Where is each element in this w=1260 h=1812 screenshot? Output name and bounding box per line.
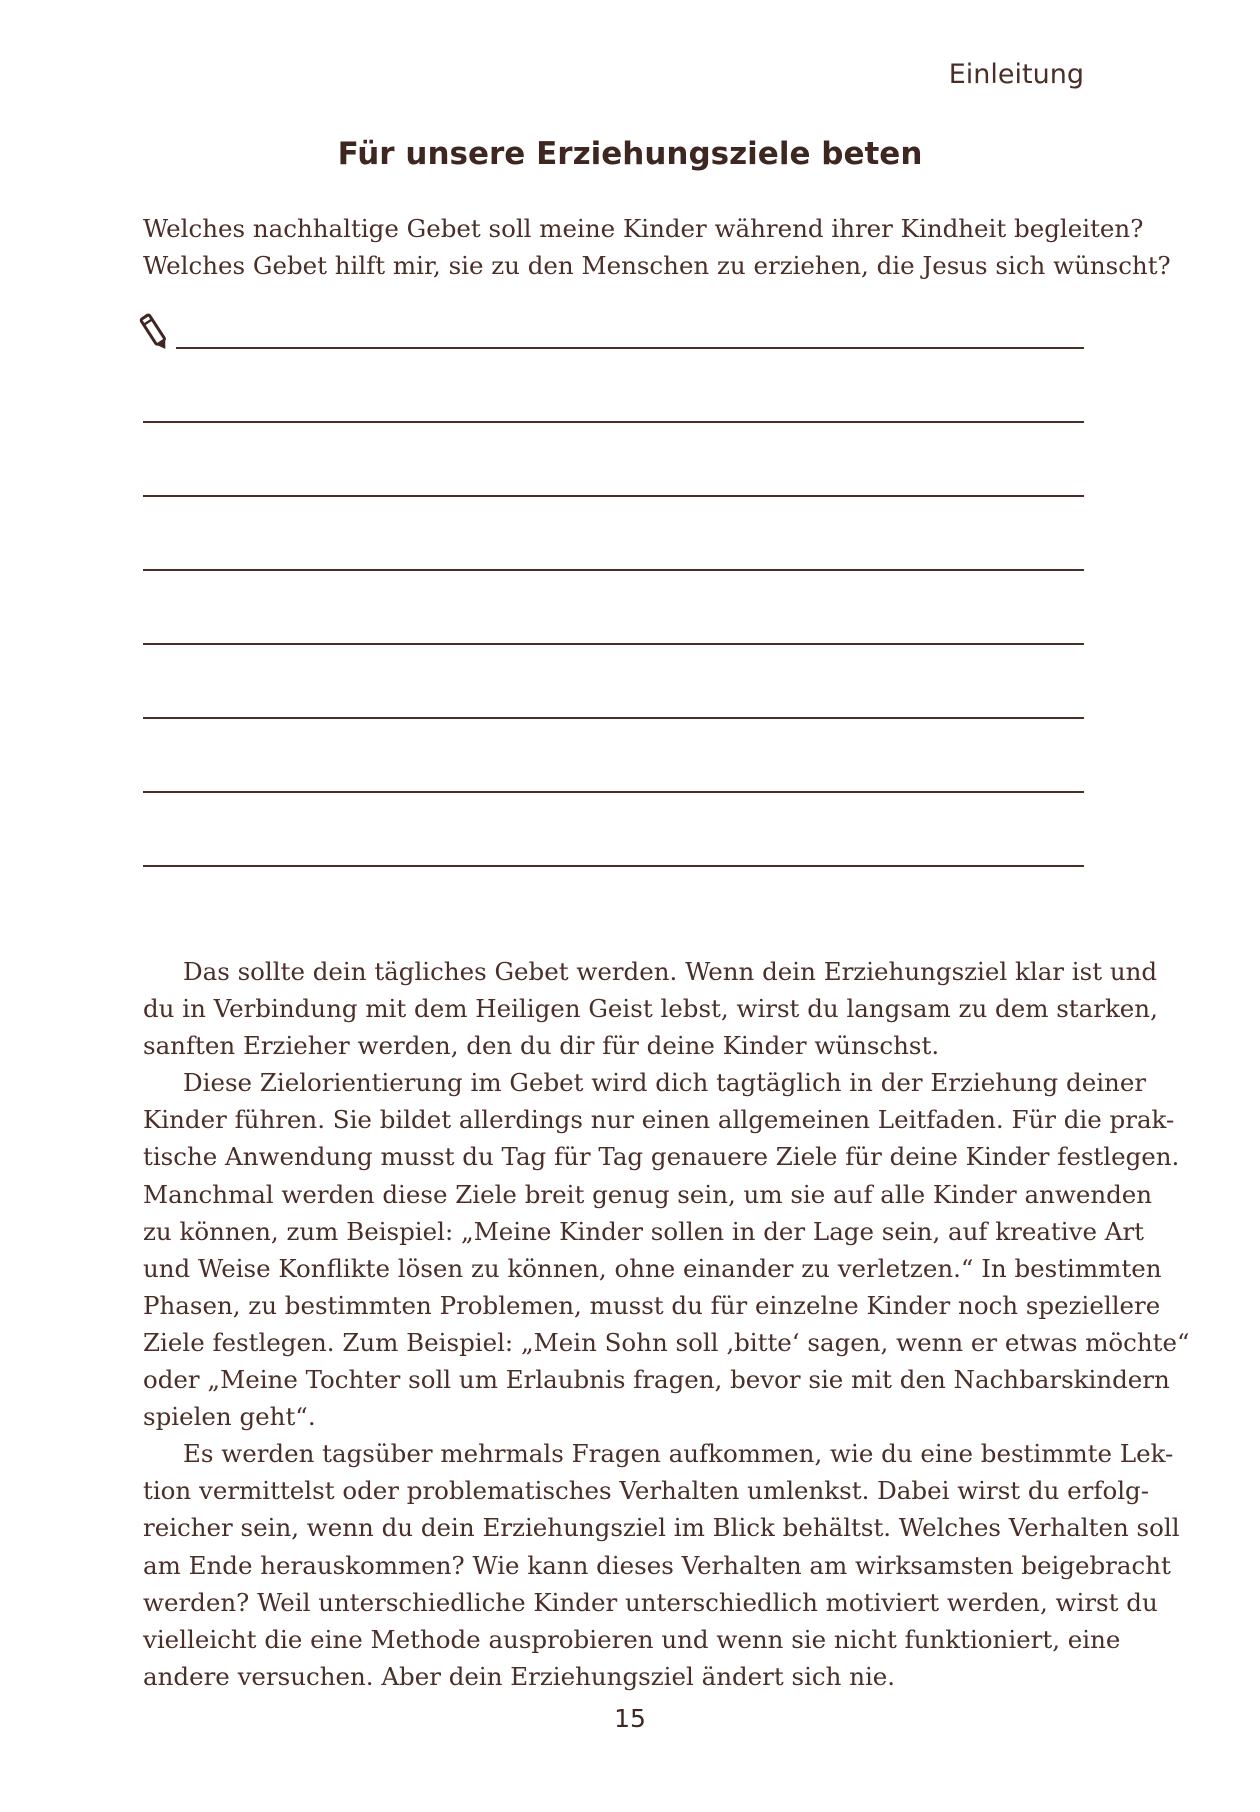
body-line: andere versuchen. Aber dein Erziehungsziel ändert sich nie. xyxy=(143,1661,896,1691)
body-line: und Weise Konflikte lösen zu können, ohne einander zu verletzen.“ In bestimmten xyxy=(143,1253,1162,1283)
body-line: Manchmal werden diese Ziele breit genug sein, um sie auf alle Kinder anwenden xyxy=(143,1179,1153,1209)
body-line: zu können, zum Beispiel: „Meine Kinder sollen in der Lage sein, auf kreative Art xyxy=(143,1216,1144,1246)
body-text xyxy=(143,953,1190,1695)
writing-line[interactable] xyxy=(143,791,1084,793)
writing-line[interactable] xyxy=(143,643,1084,645)
body-line: Kinder führen. Sie bildet allerdings nur einen allgemeinen Leitfaden. Für die prak- xyxy=(143,1105,1175,1135)
body-line: spielen geht“. xyxy=(143,1402,316,1432)
body-line: am Ende herauskommen? Wie kann dieses Verhalten am wirksamsten beigebracht xyxy=(143,1550,1171,1580)
writing-line[interactable] xyxy=(143,569,1084,571)
body-line: vielleicht die eine Methode ausprobieren und wenn sie nicht funktioniert, eine xyxy=(143,1624,1121,1654)
body-line: tische Anwendung musst du Tag für Tag genauere Ziele für deine Kinder festlegen. xyxy=(143,1142,1180,1172)
body-line: Ziele festlegen. Zum Beispiel: „Mein Sohn soll ‚bitte‘ sagen, wenn er etwas möchte“ xyxy=(143,1327,1190,1357)
body-line: sanften Erzieher werden, den du dir für deine Kinder wünschst. xyxy=(143,1031,940,1061)
pencil-icon xyxy=(139,312,171,354)
running-head: Einleitung xyxy=(948,59,1084,90)
section-title: Für unsere Erziehungsziele beten xyxy=(337,136,923,172)
body-line: oder „Meine Tochter soll um Erlaubnis fragen, bevor sie mit den Nachbarskindern xyxy=(143,1365,1170,1395)
body-line: Diese Zielorientierung im Gebet wird dich tagtäglich in der Erziehung deiner xyxy=(183,1068,1147,1098)
prompt-question xyxy=(143,210,1171,284)
prompt-line: Welches Gebet hilft mir, sie zu den Menschen zu erziehen, die Jesus sich wünscht? xyxy=(143,251,1171,280)
prompt-line: Welches nachhaltige Gebet soll meine Kinder während ihrer Kindheit begleiten? xyxy=(143,214,1144,243)
body-line: du in Verbindung mit dem Heiligen Geist lebst, wirst du langsam zu dem starken, xyxy=(143,994,1158,1024)
writing-line[interactable] xyxy=(176,347,1084,349)
body-line: Es werden tagsüber mehrmals Fragen aufkommen, wie du eine bestimmte Lek- xyxy=(183,1439,1174,1469)
page-number: 15 xyxy=(614,1704,646,1733)
body-line: Phasen, zu bestimmten Problemen, musst du für einzelne Kinder noch speziellere xyxy=(143,1290,1161,1320)
writing-line[interactable] xyxy=(143,421,1084,423)
body-line: reicher sein, wenn du dein Erziehungsziel im Blick behältst. Welches Verhalten soll xyxy=(143,1513,1180,1543)
writing-line[interactable] xyxy=(143,495,1084,497)
writing-line[interactable] xyxy=(143,717,1084,719)
writing-line[interactable] xyxy=(143,865,1084,867)
body-line: werden? Weil unterschiedliche Kinder unterschiedlich motiviert werden, wirst du xyxy=(143,1587,1158,1617)
body-line: tion vermittelst oder problematisches Verhalten umlenkst. Dabei wirst du erfolg- xyxy=(143,1476,1150,1506)
body-line: Das sollte dein tägliches Gebet werden. Wenn dein Erziehungsziel klar ist und xyxy=(183,957,1158,986)
